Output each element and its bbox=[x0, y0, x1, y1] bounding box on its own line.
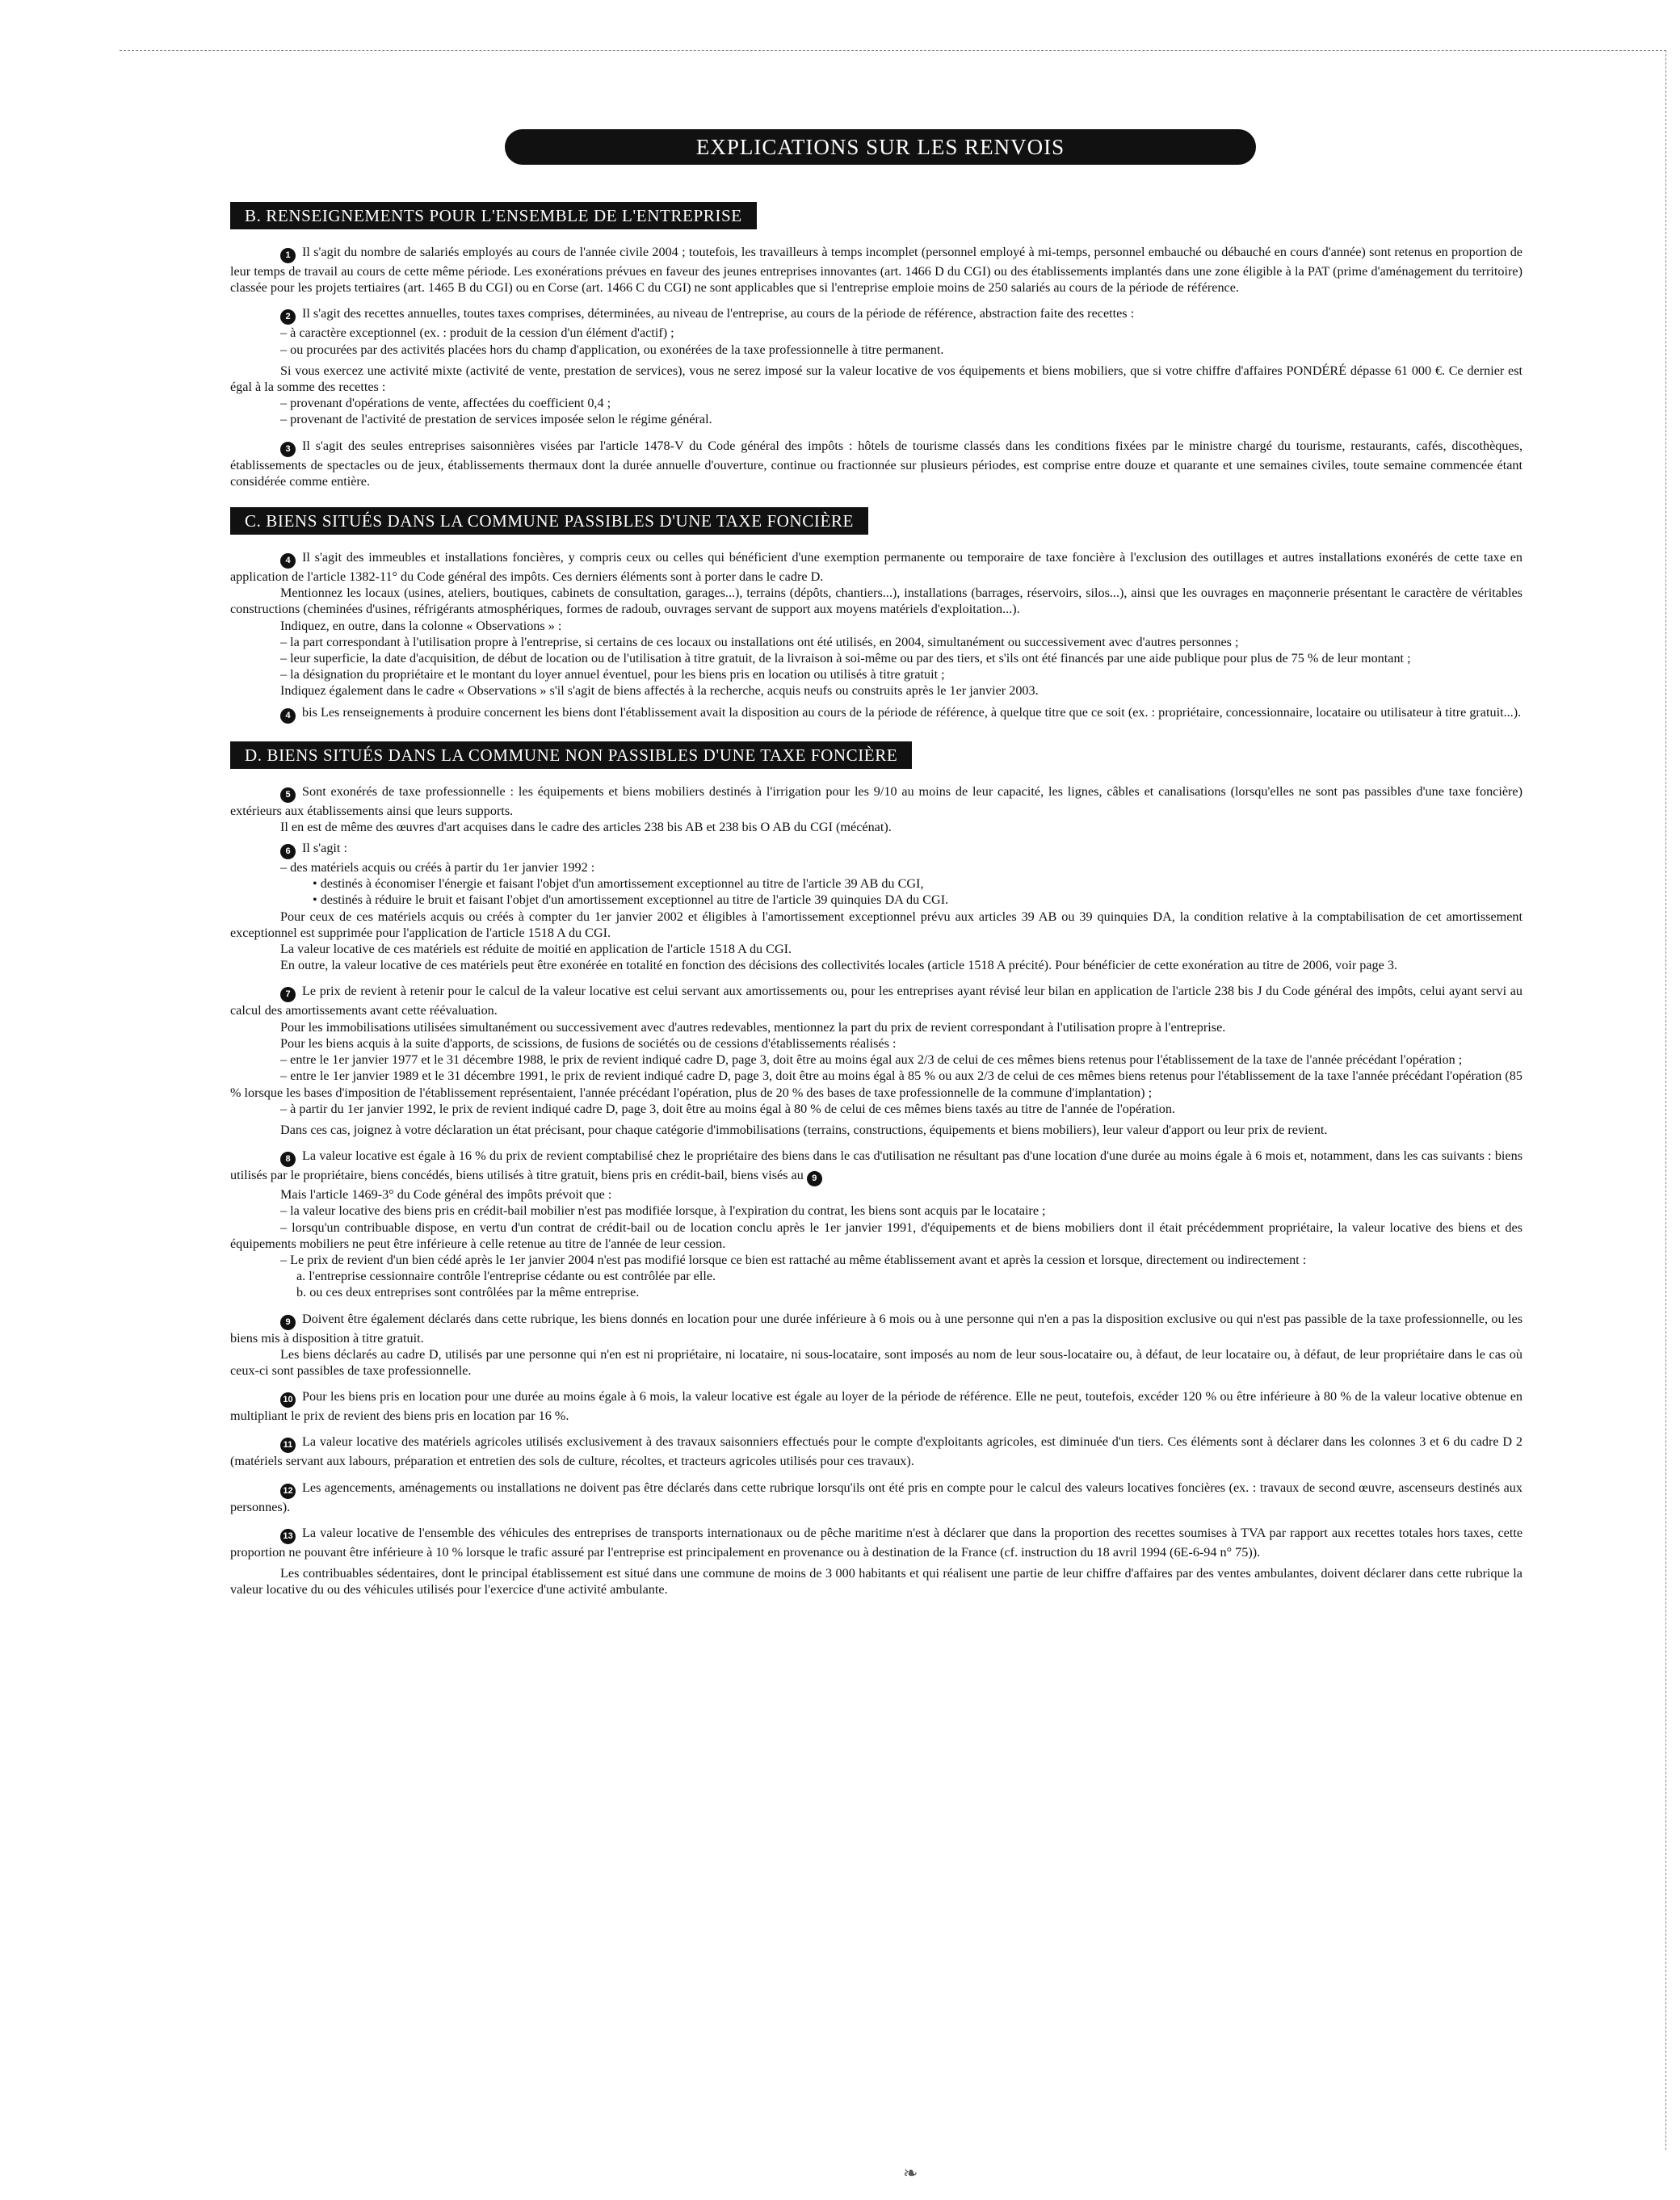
note-4-text: Indiquez, en outre, dans la colonne « Observations » : bbox=[280, 618, 562, 633]
note-number-badge: 9 bbox=[280, 1315, 296, 1330]
note-13-text: Les contribuables sédentaires, dont le principal établissement est situé dans une commune de moins de 3 000 habitants et qui réalisent une partie de leur chiffre d'affaires par des ventes ambulantes, doivent déclarer dans cette rubrique la valeur locative du ou des véhicules utilisés pour l'exercice d'une activité ambulante. bbox=[230, 1565, 1522, 1598]
note-8-text: Mais l'article 1469-3° du Code général des impôts prévoit que : bbox=[280, 1187, 612, 1203]
note-6-bullet: • destinés à réduire le bruit et faisant l'objet d'un amortissement exceptionnel au titre de l'article 39 quinquies DA du CGI. bbox=[313, 892, 949, 908]
note-11: 11 La valeur locative des matériels agricoles utilisés exclusivement à des travaux saisonniers effectués pour le compte d'exploitants agricoles, est diminuée d'un tiers. Ces éléments sont à déclarer dans les colonnes 3 et 6 du cadre D 2 (matériels servant aux labours, préparation et entretien des sols de culture, récoltes, et tracteurs agricoles utilisés pour ces travaux). bbox=[230, 1434, 1522, 1469]
note-6-bullet: • destinés à économiser l'énergie et faisant l'objet d'un amortissement exceptionnel au titre de l'article 39 AB du CGI, bbox=[313, 876, 924, 892]
section-b-title: B. RENSEIGNEMENTS POUR L'ENSEMBLE DE L'ENTREPRISE bbox=[230, 202, 757, 229]
note-4-item: – leur superficie, la date d'acquisition, de début de location ou de l'utilisation à titre gratuit, de la livraison à soi-même ou par des tiers, et s'ils ont été financés par une aide publique pour plus de 75 % de leur montant ; bbox=[280, 651, 1411, 666]
note-number-badge: 8 bbox=[280, 1152, 296, 1167]
note-8-item: – lorsqu'un contribuable dispose, en vertu d'un contrat de crédit-bail ou de location conclu après le 1er janvier 1991, d'équipements et de biens mobiliers dont il était précédemment propriétaire, la valeur locative des biens et des équipements mobiliers ne peut être inférieure à celle retenue au titre de l'année de leur cession. bbox=[230, 1220, 1522, 1251]
note-number-badge: 3 bbox=[280, 442, 296, 457]
page-border-top bbox=[120, 50, 1666, 51]
note-7-item: – entre le 1er janvier 1977 et le 31 décembre 1988, le prix de revient indiqué cadre D, page 3, doit être au moins égal aux 2/3 de celui de ces mêmes biens retenus pour l'établissement de la taxe de l'année précédant l'opération ; bbox=[280, 1052, 1463, 1068]
note-9-text: Les biens déclarés au cadre D, utilisés par une personne qui n'en est ni propriétaire, ni locataire, ni sous-locataire, sont imposés au nom de leur sous-locataire ou, à défaut, de leur locataire ou, à défaut, de leur propriétaire dans le cas où ceux-ci sont passibles de taxe professionnelle. bbox=[230, 1346, 1522, 1378]
note-2: 2 Il s'agit des recettes annuelles, toutes taxes comprises, déterminées, au niveau de l'entreprise, au cours de la période de référence, abstraction faite des recettes : bbox=[230, 305, 1522, 325]
note-1: 1 Il s'agit du nombre de salariés employés au cours de l'année civile 2004 ; toutefois, les travailleurs à temps incomplet (personnel employé à mi-temps, personnel embauché ou débauché en cours d'année) sont retenus en proportion de leur temps de travail au cours de cette même période. Les exonérations prévues en faveur des jeunes entreprises innovantes (art. 1466 D du CGI) ou des établissements implantés dans une zone éligible à la PAT (prime d'aménagement du territoire) classée pour les projets tertiaires (art. 1465 B du CGI) ou en Corse (art. 1466 C du CGI) ne sont applicables que si l'entreprise emploie moins de 250 salariés au cours de la période de référence. bbox=[230, 245, 1522, 296]
note-2-text: Si vous exercez une activité mixte (activité de vente, prestation de services), vous ne serez imposé sur la valeur locative de vos équipements et biens mobiliers, que si votre chiffre d'affaires PONDÉRÉ dépasse 61 000 €. Ce dernier est égal à la somme des recettes : bbox=[230, 363, 1522, 395]
note-8-item: – la valeur locative des biens pris en crédit-bail mobilier n'est pas modifiée lorsque, à l'expiration du contrat, les biens sont acquis par le locataire ; bbox=[280, 1203, 1046, 1219]
note-7-item: – entre le 1er janvier 1989 et le 31 décembre 1991, le prix de revient indiqué cadre D, page 3, doit être au moins égal à 85 % ou aux 2/3 de celui de ces mêmes biens retenus pour l'établissement de la taxe l'année précédant l'opération (85 % lorsque les bases d'imposition de l'établissement représentaient, l'année précédant l'opération, plus de 20 % des bases de taxe professionnelle de la commune d'implantation) ; bbox=[230, 1069, 1522, 1100]
note-number-badge: 5 bbox=[280, 787, 296, 803]
note-number-badge: 10 bbox=[280, 1392, 296, 1408]
note-4-item: – la part correspondant à l'utilisation propre à l'entreprise, si certains de ces locaux ou installations ont été utilisés, en 2004, simultanément ou successivement avec d'autres personnes ; bbox=[280, 634, 1239, 649]
note-7-text: Pour les immobilisations utilisées simultanément ou successivement avec d'autres redevables, mentionnez la part du prix de revient correspondant à l'utilisation propre à l'entreprise. bbox=[280, 1019, 1226, 1035]
note-2-item: – provenant d'opérations de vente, affectées du coefficient 0,4 ; bbox=[280, 396, 611, 411]
section-b bbox=[230, 194, 1522, 489]
note-reference-badge: 9 bbox=[807, 1171, 822, 1186]
note-6-item: – des matériels acquis ou créés à partir du 1er janvier 1992 : bbox=[280, 860, 595, 875]
note-10: 10 Pour les biens pris en location pour une durée au moins égale à 6 mois, la valeur locative est égale au loyer de la période de référence. Elle ne peut, toutefois, excéder 120 % ou être inférieure à 80 % de la valeur locative obtenue en multipliant le prix de revient des biens pris en location par 16 %. bbox=[230, 1389, 1522, 1424]
page-title: EXPLICATIONS SUR LES RENVOIS bbox=[505, 129, 1256, 165]
note-2-item: – à caractère exceptionnel (ex. : produit de la cession d'un élément d'actif) ; bbox=[280, 325, 674, 341]
note-4-text: Indiquez également dans le cadre « Observations » s'il s'agit de biens affectés à la recherche, acquis neufs ou construits après le 1er janvier 2003. bbox=[280, 683, 1039, 699]
note-8-subitem: b. ou ces deux entreprises sont contrôlées par la même entreprise. bbox=[296, 1285, 640, 1300]
note-5-text: Il en est de même des œuvres d'art acquises dans le cadre des articles 238 bis AB et 238 bis O AB du CGI (mécénat). bbox=[280, 819, 892, 834]
note-number-badge: 12 bbox=[280, 1484, 296, 1499]
note-8-subitem: a. l'entreprise cessionnaire contrôle l'entreprise cédante ou est contrôlée par elle. bbox=[296, 1269, 716, 1284]
page-mark-icon: ❧ bbox=[903, 2163, 918, 2183]
page-border-right bbox=[1665, 50, 1666, 2150]
note-9: 9 Doivent être également déclarés dans cette rubrique, les biens donnés en location pour une durée inférieure à 6 mois ou à une personne qui n'en a pas la disposition exclusive ou qui n'est pas passible de la taxe professionnelle, ou les biens mis à disposition à titre gratuit. bbox=[230, 1311, 1522, 1346]
note-3: 3 Il s'agit des seules entreprises saisonnières visées par l'article 1478-V du Code général des impôts : hôtels de tourisme classés dans les conditions fixées par le ministre chargé du tourisme, restaurants, cafés, discothèques, établissements de spectacles ou de jeux, établissements thermaux dont la durée annuelle d'ouverture, continue ou fractionnée sur plusieurs périodes, est comprise entre douze et quarante et une semaines civiles, toute semaine commencée étant considérée comme entière. bbox=[230, 438, 1522, 489]
note-13: 13 La valeur locative de l'ensemble des véhicules des entreprises de transports internationaux ou de pêche maritime n'est à déclarer que dans la proportion des recettes soumises à TVA par rapport aux recettes totales hors taxes, cette proportion ne pouvant être inférieure à 10 % lorsque le trafic assuré par l'entreprise est principalement en provenance ou à destination de la France (cf. instruction du 18 avril 1994 (6E-6-94 n° 75)). bbox=[230, 1525, 1522, 1560]
section-d bbox=[230, 733, 1522, 1598]
note-7-text: Dans ces cas, joignez à votre déclaration un état précisant, pour chaque catégorie d'immobilisations (terrains, constructions, équipements et biens mobiliers), leur valeur d'apport ou leur prix de revient. bbox=[280, 1122, 1328, 1137]
section-c bbox=[230, 499, 1522, 724]
note-8-item: – Le prix de revient d'un bien cédé après le 1er janvier 2004 n'est pas modifié lorsque ce bien est rattaché au même établissement avant et après la cession et lorsque, directement ou indirectement : bbox=[280, 1252, 1307, 1267]
note-7: 7 Le prix de revient à retenir pour le calcul de la valeur locative est celui servant aux amortissements ou, pour les entreprises ayant révisé leur bilan en application de l'article 238 bis J du Code général des impôts, celui ayant servi au calcul des amortissements avant cette réévaluation. bbox=[230, 984, 1522, 1018]
note-2-item: – provenant de l'activité de prestation de services imposée selon le régime général. bbox=[280, 412, 712, 427]
note-4-item: – la désignation du propriétaire et le montant du loyer annuel éventuel, pour les biens pris en location ou utilisés à titre gratuit ; bbox=[280, 667, 945, 682]
document-page bbox=[230, 129, 1522, 1598]
note-12: 12 Les agencements, aménagements ou installations ne doivent pas être déclarés dans cette rubrique lorsqu'ils ont été pris en compte pour le calcul des valeurs locatives foncières (ex. : travaux de second œuvre, ascenseurs destinés aux personnes). bbox=[230, 1480, 1522, 1514]
note-4-bis: 4 bis Les renseignements à produire concernent les biens dont l'établissement avait la disposition au cours de la période de référence, à quelque titre que ce soit (ex. : propriétaire, concessionnaire, locataire ou utilisateur à titre gratuit...). bbox=[230, 704, 1522, 724]
note-6: 6 Il s'agit : bbox=[230, 840, 1522, 859]
note-2-item: – ou procurées par des activités placées hors du champ d'application, ou exonérées de la taxe professionnelle à titre permanent. bbox=[280, 342, 944, 357]
note-7-text: Pour les biens acquis à la suite d'apports, de scissions, de fusions de sociétés ou de cessions d'établissements réalisés : bbox=[280, 1035, 897, 1051]
note-6-text: Pour ceux de ces matériels acquis ou créés à compter du 1er janvier 2002 et éligibles à l'amortissement exceptionnel prévu aux articles 39 AB ou 39 quinquies DA, la condition relative à la comptabilisation de cet amortissement exceptionnel est supprimée pour l'application de l'article 1518 A du CGI. bbox=[230, 909, 1522, 940]
note-4: 4 Il s'agit des immeubles et installations foncières, y compris ceux ou celles qui bénéficient d'une exemption permanente ou temporaire de taxe foncière à l'exclusion des outillages et autres installations exonérés de cette taxe en application de l'article 1382-11° du Code général des impôts. Ces derniers éléments sont à porter dans le cadre D. bbox=[230, 550, 1522, 585]
note-number-badge: 4 bbox=[280, 708, 296, 724]
section-c-title: C. BIENS SITUÉS DANS LA COMMUNE PASSIBLES D'UNE TAXE FONCIÈRE bbox=[230, 507, 868, 535]
note-number-badge: 7 bbox=[280, 987, 296, 1002]
note-number-badge: 11 bbox=[280, 1438, 296, 1453]
note-number-badge: 1 bbox=[280, 248, 296, 263]
note-8: 8 La valeur locative est égale à 16 % du prix de revient comptabilisé chez le propriétaire des biens dans le cas d'utilisation ne résultant pas d'une location d'une durée au moins égale à 6 mois et, notamment, dans les cas suivants : biens utilisés par le propriétaire, biens concédés, biens utilisés à titre gratuit, biens pris en crédit-bail, biens visés au 9 bbox=[230, 1148, 1522, 1186]
note-5: 5 Sont exonérés de taxe professionnelle : les équipements et biens mobiliers destinés à l'irrigation pour les 9/10 au moins de leur capacité, les lignes, câbles et canalisations (lorsqu'elles ne sont pas passibles d'une taxe foncière) extérieurs aux établissements ainsi que leurs supports. bbox=[230, 783, 1522, 818]
section-d-title: D. BIENS SITUÉS DANS LA COMMUNE NON PASSIBLES D'UNE TAXE FONCIÈRE bbox=[230, 741, 912, 769]
note-6-text: La valeur locative de ces matériels est réduite de moitié en application de l'article 1518 A du CGI. bbox=[280, 942, 792, 957]
note-number-badge: 13 bbox=[280, 1529, 296, 1544]
note-number-badge: 4 bbox=[280, 553, 296, 569]
note-6-text: En outre, la valeur locative de ces matériels peut être exonérée en totalité en fonction des décisions des collectivités locales (article 1518 A précité). Pour bénéficier de cette exonération au titre de 2006, voir page 3. bbox=[280, 958, 1398, 973]
note-4-text: Mentionnez les locaux (usines, ateliers, boutiques, cabinets de consultation, garages...), terrains (dépôts, chantiers...), installations (barrages, réservoirs, silos...), ainsi que les ouvrages en maçonnerie présentant le caractère de véritables constructions (cheminées d'usines, réfrigérants atmosphériques, formes de radoub, ouvrages servant de support aux moyens matériels d'exploitation...). bbox=[230, 586, 1522, 617]
note-number-badge: 2 bbox=[280, 309, 296, 325]
note-number-badge: 6 bbox=[280, 844, 296, 859]
note-7-item: – à partir du 1er janvier 1992, le prix de revient indiqué cadre D, page 3, doit être au moins égal à 80 % de celui de ces mêmes biens taxés au titre de l'année de l'opération. bbox=[280, 1101, 1175, 1116]
